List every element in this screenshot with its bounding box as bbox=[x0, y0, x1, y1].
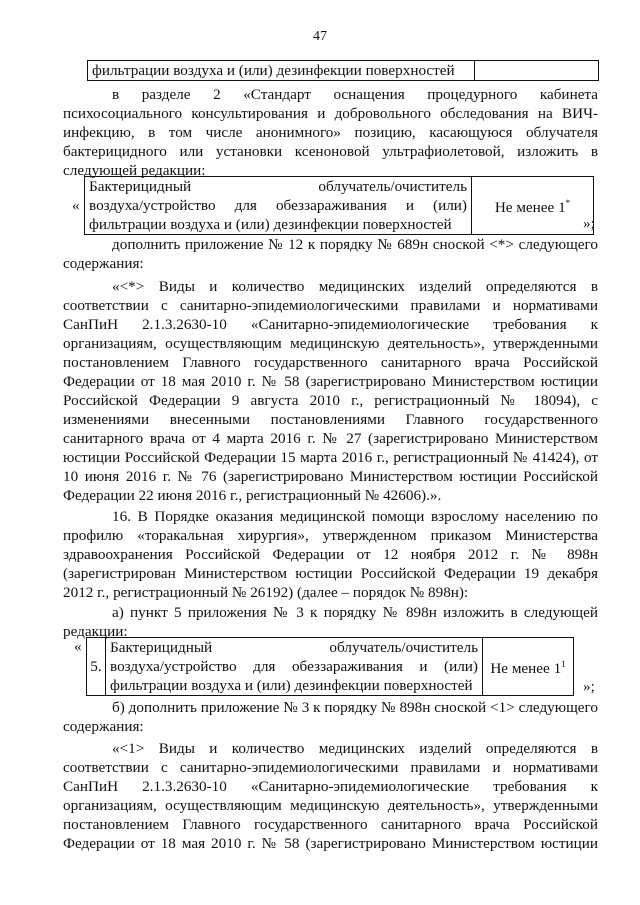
equipment-quantity bbox=[483, 638, 574, 696]
footnote-mark: 1 bbox=[561, 658, 566, 669]
paragraph-line: 10 июня 2016 г. № 76 (зарегистрировано Министерством юстиции Российской bbox=[63, 468, 598, 485]
quantity-text: Не менее 1 bbox=[494, 199, 566, 217]
paragraph-line: СанПиН 2.1.3.2630-10 «Санитарно-эпидемиологические требования к bbox=[63, 778, 598, 795]
quantity-text: Не менее 1 bbox=[490, 660, 562, 678]
paragraph-line: организациям, осуществляющим медицинскую деятельность», утвержденными bbox=[63, 797, 598, 814]
paragraph-line: «<1> Виды и количество медицинских изделий определяются в bbox=[112, 740, 598, 757]
paragraph-line: организациям, осуществляющим медицинскую деятельность», утвержденными bbox=[63, 335, 598, 352]
paragraph-line: 2012 г., регистрационный № 26192) (далее – порядок № 898н): bbox=[63, 584, 469, 601]
paragraph-line: бактерицидного или установки ксеноновой ультрафиолетовой, изложить в bbox=[63, 143, 598, 160]
paragraph-line: 16. В Порядке оказания медицинской помощи взрослому населению по bbox=[112, 508, 598, 525]
paragraph-line: редакции: bbox=[63, 623, 128, 640]
equipment-table bbox=[86, 637, 574, 696]
equipment-line: Бактерицидный облучатель/очиститель bbox=[89, 178, 467, 195]
item-number: 5. bbox=[87, 638, 106, 696]
paragraph-line: профилю «торакальная хирургия», утвержденном приказом Министерства bbox=[63, 527, 598, 544]
paragraph-line: (зарегистрирован Министерством юстиции Российской Федерации 19 декабря bbox=[63, 565, 598, 582]
equipment-description bbox=[85, 177, 472, 235]
paragraph-line: Российской Федерации 9 августа 2010 г., регистрационный № 18094), с bbox=[63, 392, 598, 409]
open-quote: « bbox=[74, 638, 82, 655]
paragraph-line: соответствии с санитарно-эпидемиологическими правилами и нормативами bbox=[63, 297, 598, 314]
page-number: 47 bbox=[313, 29, 327, 44]
close-quote: »; bbox=[583, 215, 595, 232]
paragraph-line: постановлением Главного государственного санитарного врача Российской bbox=[63, 816, 598, 833]
equipment-line: воздуха/устройство для обеззараживания и (или) bbox=[89, 197, 467, 214]
paragraph-line: содержания: bbox=[63, 718, 144, 735]
equipment-line: фильтрации воздуха и (или) дезинфекции поверхностей bbox=[89, 216, 452, 233]
paragraph-line: психосоциального консультирования и добровольного обследования на ВИЧ- bbox=[63, 105, 598, 122]
paragraph-line: содержания: bbox=[63, 255, 144, 272]
paragraph-line: юстиции Российской Федерации 15 марта 2016 г., регистрационный № 41424), от bbox=[63, 449, 598, 466]
paragraph-line: СанПиН 2.1.3.2630-10 «Санитарно-эпидемиологические требования к bbox=[63, 316, 598, 333]
close-quote: »; bbox=[583, 678, 595, 695]
equipment-line: воздуха/устройство для обеззараживания и (или) bbox=[110, 658, 478, 675]
paragraph-line: дополнить приложение № 12 к порядку № 689н сноской <*> следующего bbox=[112, 236, 598, 253]
paragraph-line: изменениями внесенными постановлениями Главного государственного bbox=[63, 411, 598, 428]
paragraph-line: здравоохранения Российской Федерации от 12 ноября 2012 г. № 898н bbox=[63, 546, 598, 563]
open-quote: « bbox=[72, 197, 80, 214]
equipment-description bbox=[106, 638, 483, 696]
equipment-line: Бактерицидный облучатель/очиститель bbox=[110, 639, 478, 656]
paragraph-line: постановлением Главного государственного санитарного врача Российской bbox=[63, 354, 598, 371]
footnote-mark: * bbox=[565, 197, 571, 208]
paragraph-line: Федерации 22 июня 2016 г., регистрационный № 42606).». bbox=[63, 487, 442, 504]
table-cell-text: фильтрации воздуха и (или) дезинфекции поверхностей bbox=[88, 61, 475, 81]
equipment-line: фильтрации воздуха и (или) дезинфекции поверхностей bbox=[110, 677, 473, 694]
paragraph-line: санитарного врача от 4 марта 2016 г. № 27 (зарегистрировано Министерством bbox=[63, 430, 598, 447]
paragraph-line: Федерации от 18 мая 2010 г. № 58 (зарегистрировано Министерством юстиции bbox=[63, 835, 598, 852]
paragraph-line: соответствии с санитарно-эпидемиологическими правилами и нормативами bbox=[63, 759, 598, 776]
equipment-table bbox=[84, 176, 594, 235]
paragraph-line: а) пункт 5 приложения № 3 к порядку № 898н изложить в следующей bbox=[112, 604, 598, 621]
table-cell-value bbox=[475, 61, 599, 81]
paragraph-line: следующей редакции: bbox=[63, 162, 206, 179]
paragraph-line: инфекцию, в том числе анонимного» позицию, касающуюся облучателя bbox=[63, 124, 598, 141]
paragraph-line: в разделе 2 «Стандарт оснащения процедурного кабинета bbox=[112, 86, 598, 103]
equipment-quantity bbox=[472, 177, 594, 235]
paragraph-line: Федерации от 18 мая 2010 г. № 58 (зарегистрировано Министерством юстиции bbox=[63, 373, 598, 390]
paragraph-line: «<*> Виды и количество медицинских изделий определяются в bbox=[112, 278, 598, 295]
table-fragment-top bbox=[87, 60, 599, 81]
paragraph-line: б) дополнить приложение № 3 к порядку № 898н сноской <1> следующего bbox=[112, 699, 598, 716]
